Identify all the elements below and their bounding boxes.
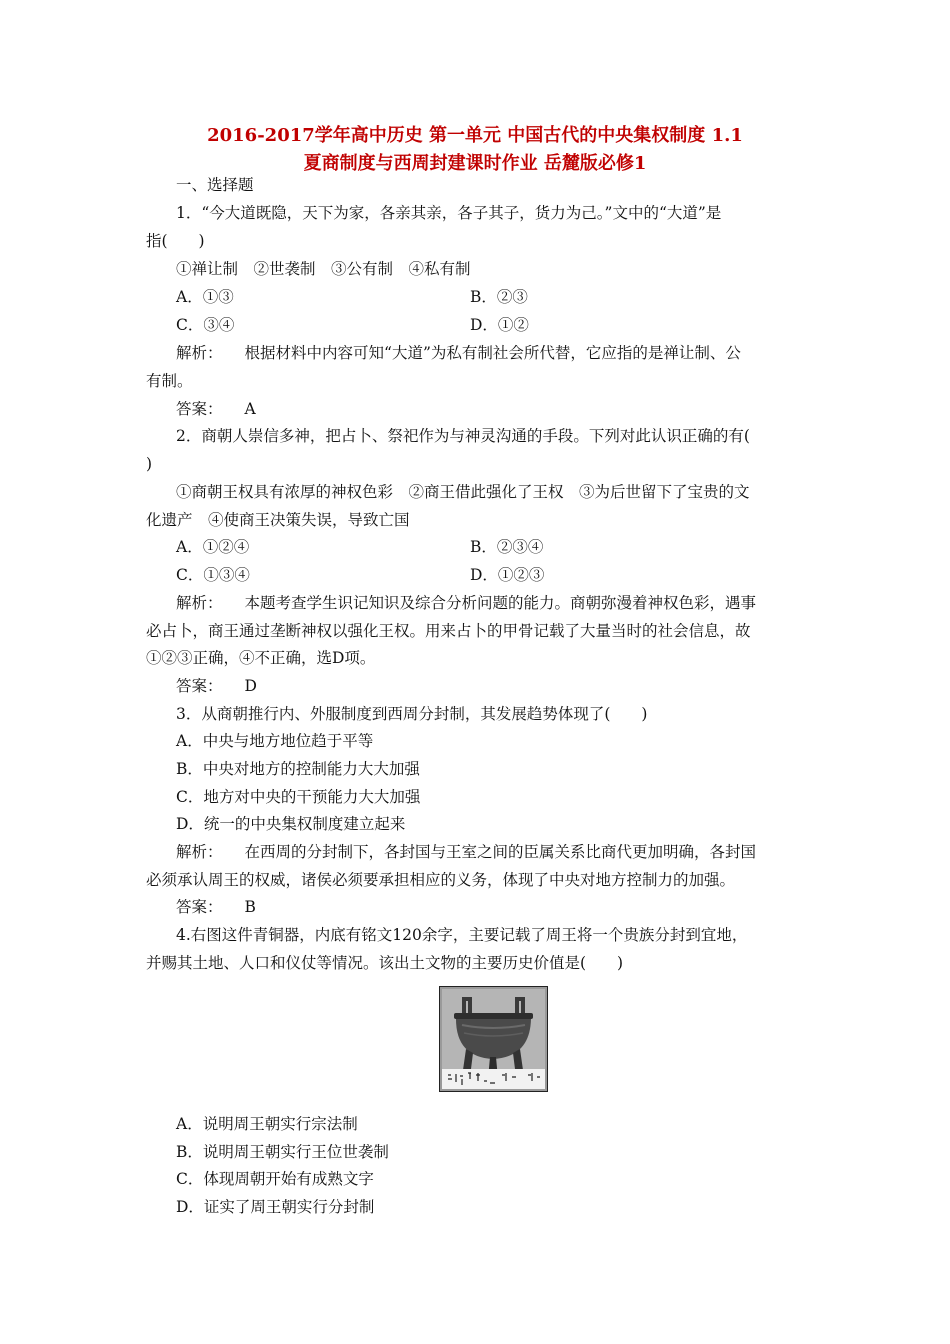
q4-option-b: B．说明周王朝实行王位世袭制 [176, 1143, 389, 1161]
q2-analysis-label: 解析： [176, 594, 223, 612]
q3-analysis-label: 解析： [176, 843, 223, 861]
q3-option-a: A．中央与地方地位趋于平等 [176, 732, 374, 750]
q2-answer: D [244, 677, 257, 695]
q1-answer: A [244, 400, 256, 418]
q1-option-d: D．①② [470, 316, 529, 334]
q2-analysis-line-1 [176, 593, 756, 613]
q3-analysis-text: 在西周的分封制下，各封国与王室之间的臣属关系比商代更加明确，各封国 [244, 843, 757, 861]
q3-stem: 3．从商朝推行内、外服制度到西周分封制，其发展趋势体现了( ) [176, 705, 648, 723]
q4-option-d: D．证实了周王朝实行分封制 [176, 1198, 375, 1216]
q2-analysis-line-2: 必占卜，商王通过垄断神权以强化王权。用来占卜的甲骨记载了大量当时的社会信息，故 [146, 622, 751, 640]
q3-option-d: D．统一的中央集权制度建立起来 [176, 815, 406, 833]
document-title-line-1: 2016-2017学年高中历史 第一单元 中国古代的中央集权制度 1.1 [207, 125, 743, 146]
q1-answer-label: 答案： [176, 400, 223, 418]
q2-option-b: B．②③④ [470, 538, 544, 556]
bronze-ding-image [439, 986, 548, 1092]
q1-analysis-line-2: 有制。 [146, 372, 193, 390]
q2-option-a: A．①②④ [176, 538, 250, 556]
q1-option-c: C．③④ [176, 316, 235, 334]
q4-option-a: A．说明周王朝实行宗法制 [176, 1115, 358, 1133]
q3-analysis-line-2: 必须承认周王的权威，诸侯必须要承担相应的义务，体现了中央对地方控制力的加强。 [146, 871, 736, 889]
q1-option-b: B．②③ [470, 288, 528, 306]
section-heading: 一、选择题 [176, 176, 254, 194]
q2-items-line-2: 化遗产 ④使商王决策失误，导致亡国 [146, 511, 410, 529]
bronze-ding-icon [440, 987, 547, 1091]
q4-option-c: C．体现周朝开始有成熟文字 [176, 1170, 374, 1188]
q2-analysis-line-3: ①②③正确，④不正确，选D项。 [146, 649, 376, 667]
q3-answer-label: 答案： [176, 898, 223, 916]
q1-answer-line [176, 399, 256, 419]
q3-option-b: B．中央对地方的控制能力大大加强 [176, 760, 420, 778]
q1-analysis-label: 解析： [176, 344, 223, 362]
q3-answer-line [176, 897, 256, 917]
q1-stem-line-2: 指( ) [146, 232, 205, 250]
q2-analysis-text: 本题考查学生识记知识及综合分析问题的能力。商朝弥漫着神权色彩，遇事 [244, 594, 757, 612]
q2-stem-line-2: ) [146, 455, 153, 473]
q4-stem-line-1: 4.右图这件青铜器，内底有铭文120余字，主要记载了周王将一个贵族分封到宜地， [176, 926, 748, 944]
q1-stem-line-1: 1．“今大道既隐，天下为家，各亲其亲，各子其子，货力为己。”文中的“大道”是 [176, 204, 722, 222]
q3-analysis-line-1 [176, 842, 756, 862]
document-title-line-2: 夏商制度与西周封建课时作业 岳麓版必修1 [303, 153, 647, 174]
q2-option-d: D．①②③ [470, 566, 545, 584]
q1-analysis-line-1 [176, 343, 741, 363]
q2-option-c: C．①③④ [176, 566, 250, 584]
q2-answer-line [176, 676, 257, 696]
q2-answer-label: 答案： [176, 677, 223, 695]
q1-items: ①禅让制 ②世袭制 ③公有制 ④私有制 [176, 260, 471, 278]
q3-option-c: C．地方对中央的干预能力大大加强 [176, 788, 421, 806]
q3-answer: B [244, 898, 256, 916]
q1-analysis-text: 根据材料中内容可知“大道”为私有制社会所代替，它应指的是禅让制、公 [244, 344, 741, 362]
q2-items-line-1: ①商朝王权具有浓厚的神权色彩 ②商王借此强化了王权 ③为后世留下了宝贵的文 [176, 483, 750, 501]
q1-option-a: A．①③ [176, 288, 234, 306]
q4-stem-line-2: 并赐其土地、人口和仪仗等情况。该出土文物的主要历史价值是( ) [146, 954, 624, 972]
q2-stem-line-1: 2．商朝人崇信多神，把占卜、祭祀作为与神灵沟通的手段。下列对此认识正确的有( [176, 427, 750, 445]
